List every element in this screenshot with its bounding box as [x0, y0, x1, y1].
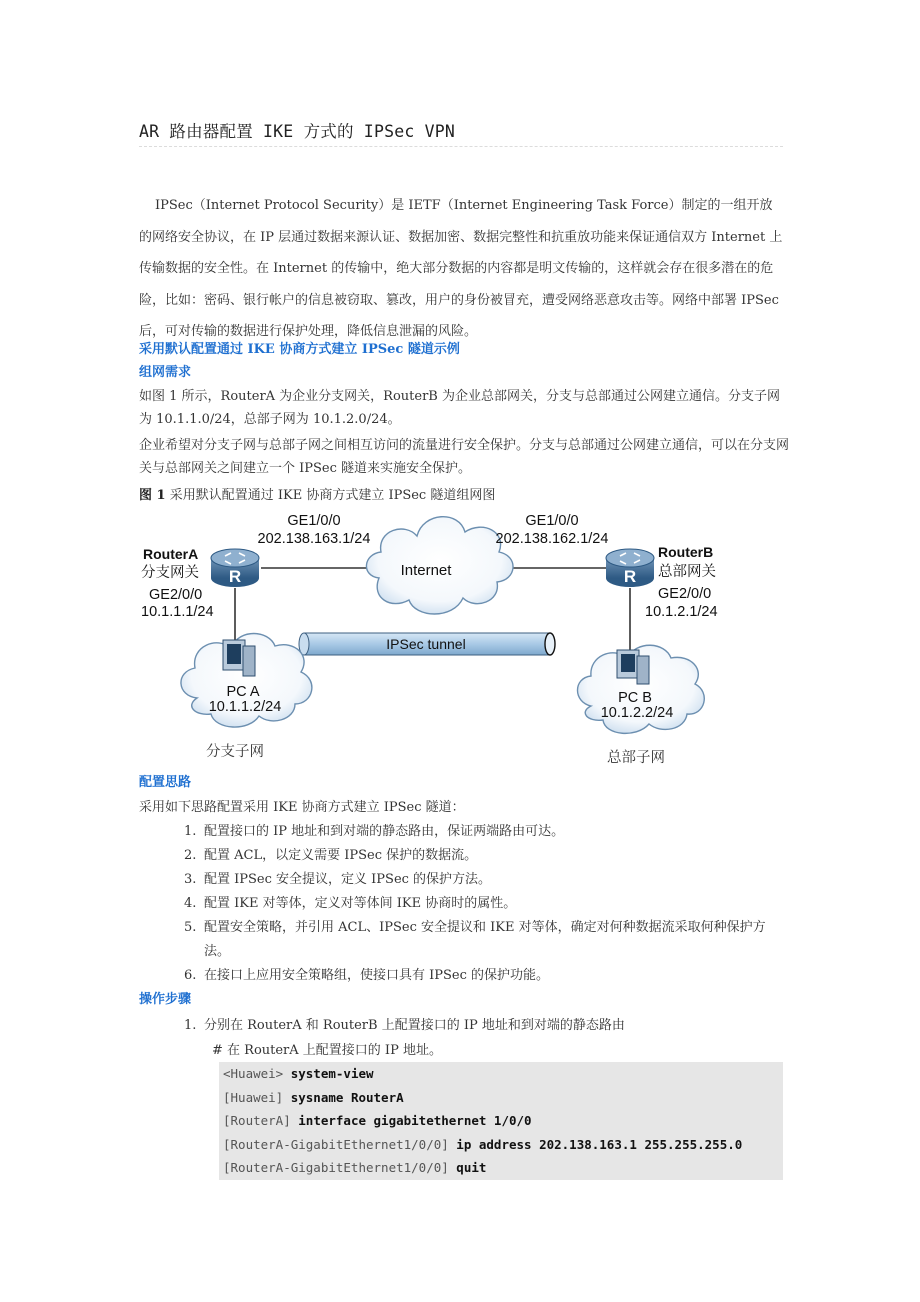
list-item: 3. 配置 IPSec 安全提议，定义 IPSec 的保护方法。 [184, 872, 492, 887]
operations-heading: 操作步骤 [139, 992, 192, 1007]
pcA-ip: 10.1.1.2/24 [208, 699, 282, 715]
list-item: 1. 配置接口的 IP 地址和到对端的静态路由，保证两端路由可达。 [184, 824, 565, 839]
routerB-wan-ip: 202.138.162.1/24 [495, 531, 609, 547]
idea-steps-list [184, 820, 784, 988]
code-line: [RouterA-GigabitEthernet1/0/0] quit [223, 1160, 487, 1175]
routerA-name: RouterA [143, 546, 199, 562]
page-title: AR 路由器配置 IKE 方式的 IPSec VPN [139, 122, 456, 141]
list-item: 2. 配置 ACL，以定义需要 IPSec 保护的数据流。 [184, 848, 478, 863]
code-line: [Huawei] sysname RouterA [223, 1089, 404, 1105]
requirement-paragraph-2: 企业希望对分支子网与总部子网之间相互访问的流量进行安全保护。分支与总部通过公网建立通信，可以在分支网关与总部网关之间建立一个 IPSec 隧道来实施安全保护。 [139, 438, 790, 476]
ipsec-tunnel-label: IPSec tunnel [386, 636, 466, 652]
code-block [219, 1062, 783, 1180]
list-item: 1. 分别在 RouterA 和 RouterB 上配置接口的 IP 地址和到对端的静态路由 [184, 1018, 625, 1033]
code-line: [RouterA-GigabitEthernet1/0/0] ip address 202.138.163.1 255.255.255.0 [223, 1136, 743, 1152]
operations-substep: # 在 RouterA 上配置接口的 IP 地址。 [212, 1043, 442, 1058]
code-line: [RouterA] interface gigabitethernet 1/0/0 [223, 1113, 532, 1128]
list-item: 4. 配置 IKE 对等体，定义对等体间 IKE 协商时的属性。 [184, 896, 517, 911]
list-item: 5. 配置安全策略，并引用 ACL、IPSec 安全提议和 IKE 对等体，确定对何种数据流采取何种保护方法。 [184, 920, 766, 959]
routerB-ip: 10.1.2.1/24 [645, 604, 718, 620]
routerB-icon [606, 549, 654, 587]
list-item: 6. 在接口上应用安全策略组，使接口具有 IPSec 的保护功能。 [184, 968, 550, 983]
network-diagram [139, 506, 789, 770]
figure-caption [139, 484, 495, 507]
routerA-icon [211, 549, 259, 587]
routerB-role: 总部网关 [658, 564, 716, 580]
operations-steps-list [184, 1014, 784, 1038]
routerA-role: 分支网关 [141, 565, 199, 581]
pcA-name: PC A [226, 684, 260, 700]
code-line: <Huawei> system-view [223, 1066, 374, 1081]
requirement-heading: 组网需求 [139, 365, 192, 380]
pcB-ip: 10.1.2.2/24 [600, 705, 674, 721]
idea-intro: 采用如下思路配置采用 IKE 协商方式建立 IPSec 隧道： [139, 800, 465, 815]
routerA-wan-interface: GE1/0/0 [287, 513, 341, 529]
pcB-subnet-label: 总部子网 [607, 750, 665, 766]
idea-heading: 配置思路 [139, 775, 192, 790]
routerB-interface: GE2/0/0 [658, 586, 712, 602]
figure-caption-text: 采用默认配置通过 IKE 协商方式建立 IPSec 隧道组网图 [169, 488, 496, 503]
internet-label: Internet [400, 562, 452, 579]
routerA-interface: GE2/0/0 [149, 587, 203, 603]
example-heading[interactable]: 采用默认配置通过 IKE 协商方式建立 IPSec 隧道示例 [139, 342, 460, 357]
routerA-ip: 10.1.1.1/24 [141, 604, 214, 620]
title-divider [139, 146, 783, 147]
pcB-name: PC B [618, 690, 652, 706]
figure-label: 图 1 [139, 488, 166, 503]
svg-text:R: R [228, 567, 242, 586]
svg-text:R: R [623, 567, 637, 586]
routerB-wan-interface: GE1/0/0 [525, 513, 579, 529]
pcA-subnet-label: 分支子网 [206, 744, 264, 760]
routerB-name: RouterB [658, 544, 714, 560]
requirement-paragraph-1: 如图 1 所示，RouterA 为企业分支网关，RouterB 为企业总部网关，分支与总部通过公网建立通信。分支子网为 10.1.1.0/24，总部子网为 10.1.2.0/24。 [139, 389, 780, 427]
routerA-wan-ip: 202.138.163.1/24 [257, 531, 371, 547]
intro-paragraph: IPSec（Internet Protocol Security）是 IETF（Internet Engineering Task Force）制定的一组开放的网络安全协议，在 IP 层通过数据来源认证、数据加密、数据完整性和抗重放功能来保证通信双方 Internet 上传输数据的安全性。在 Internet 的传输中，绝大部分数据的内容都是明文传输的，这样就会存在很多潜在的危险，比如：密码、银行帐户的信息被窃取、篡改，用户的身份被冒充，遭受网络恶意攻击等。网络中部署 IPSec 后，可对传输的数据进行保护处理，降低信息泄漏的风险。 [139, 198, 783, 339]
